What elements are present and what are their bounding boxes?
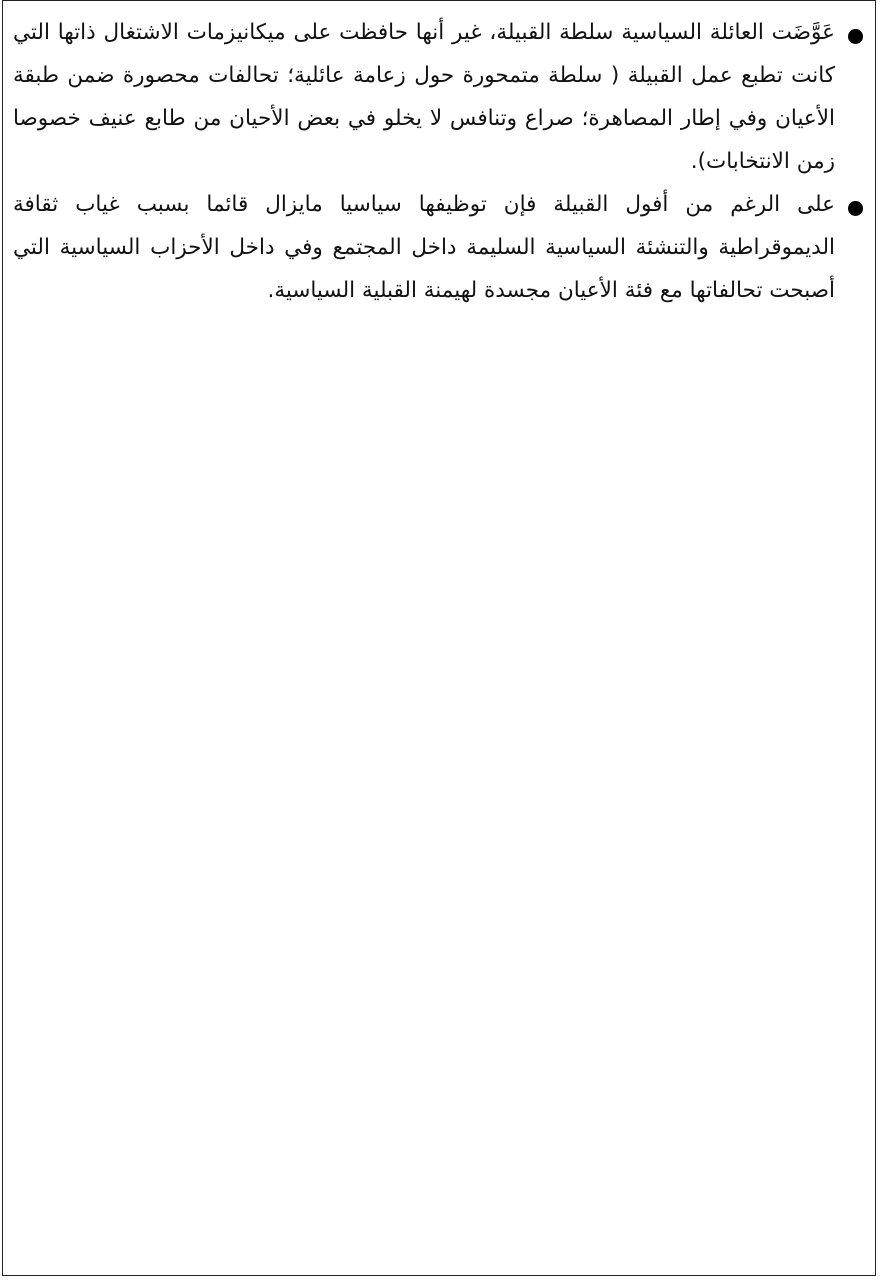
bullet-dot-icon — [848, 201, 863, 216]
bullet-text: على الرغم من أفول القبيلة فإن توظيفها سياسيا مايزال قائما بسبب غياب ثقافة الديموقراطية والتنشئة السياسية السليمة داخل المجتمع وفي داخل الأحزاب السياسية التي أصبحت تحالفاتها مع فئة الأعيان مجسدة لهيمنة القبلية السياسية. — [13, 192, 835, 303]
bullet-list — [13, 11, 867, 312]
list-item — [13, 183, 867, 312]
page-frame — [2, 0, 876, 1276]
bullet-text: عَوَّضَت العائلة السياسية سلطة القبيلة، غير أنها حافظت على ميكانيزمات الاشتغال ذاتها التي كانت تطبع عمل القبيلة ( سلطة متمحورة حول زعامة عائلية؛ تحالفات محصورة ضمن طبقة الأعيان وفي إطار المصاهرة؛ صراع وتنافس لا يخلو في بعض الأحيان من طابع عنيف خصوصا زمن الانتخابات). — [13, 20, 835, 174]
list-item — [13, 11, 867, 183]
bullet-dot-icon — [848, 29, 863, 44]
